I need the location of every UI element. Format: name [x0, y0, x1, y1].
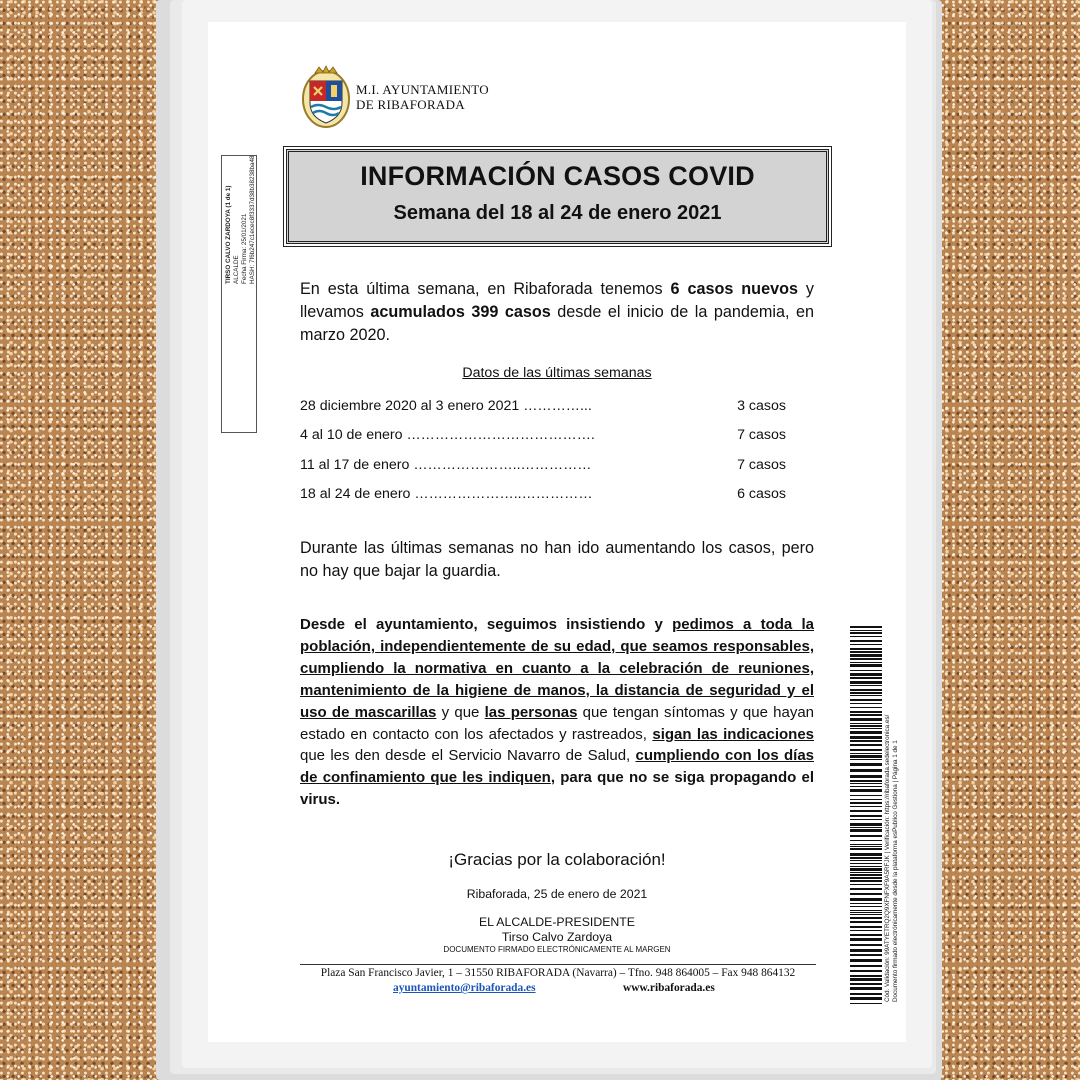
verification-line-1: Cód. Validación: 99ATYETRQ2Q9XFNFXF9A5RFJK | Verificación: https://ribaforada.sedelectronica.es/: [884, 714, 891, 1002]
week-row: [300, 398, 786, 418]
verification-text: [884, 662, 900, 1002]
signature-stamp-line-3: Fecha Firma: 25/01/2021: [241, 213, 248, 284]
intro-text-3: desde el inicio de la pandemia, en marzo 2020.: [300, 303, 815, 344]
rec-underlined-1: pedimos a toda la población, independientemente de su edad, que seamos responsables, cumpliendo la normativa en cuanto a la celebración de reuniones, mantenimiento de la higiene de manos, la distancia de seguridad y el uso de mascarillas: [300, 616, 814, 721]
document-subtitle: Semana del 18 al 24 de enero 2021: [393, 202, 722, 224]
signature-note: DOCUMENTO FIRMADO ELECTRÓNICAMENTE AL MARGEN: [443, 945, 671, 954]
week-row: [300, 486, 786, 506]
institution-line-1: M.I. AYUNTAMIENTO: [356, 82, 489, 97]
intro-text-1: En esta última semana, en Ribaforada tenemos: [300, 280, 671, 298]
rec-text-2: que tengan síntomas y que hayan estado en contacto con los afectados y rastreados,: [300, 703, 815, 743]
institution-line-2: DE RIBAFORADA: [356, 97, 465, 112]
intro-bold-2: acumulados 399 casos: [370, 303, 551, 321]
rec-text-3: que les den desde el Servicio Navarro de Salud,: [300, 747, 636, 765]
title-box: [286, 149, 829, 244]
week-period: 18 al 24 de enero …………………..……………: [300, 486, 593, 502]
week-count: 6 casos: [737, 486, 786, 502]
signature-stamp-line-4: HASH: 7f6b247c1ecec8f3337d38b38238ba48: [249, 155, 256, 284]
institution-name: [356, 82, 489, 112]
week-row: [300, 457, 786, 477]
rec-underlined-3: sigan las indicaciones: [652, 725, 814, 743]
document-title: INFORMACIÓN CASOS COVID: [360, 161, 755, 191]
weeks-heading: Datos de las últimas semanas: [462, 365, 652, 381]
intro-text-2: y llevamos: [300, 280, 814, 321]
rec-underlined-4: cumpliendo con los días de confinamiento que les indiquen: [300, 747, 814, 787]
rec-underlined-2: las personas: [484, 703, 578, 721]
rec-text-1: y que: [436, 703, 485, 721]
document-page: [208, 22, 906, 1042]
week-count: 7 casos: [737, 427, 786, 443]
thanks-line: ¡Gracias por la colaboración!: [448, 850, 666, 869]
rec-bold-1: Desde el ayuntamiento, seguimos insistiendo y: [300, 616, 673, 633]
coat-of-arms-logo: [301, 65, 351, 129]
week-period: 28 diciembre 2020 al 3 enero 2021 …………...: [300, 398, 592, 414]
signer-name: Tirso Calvo Zardoya: [501, 930, 613, 944]
verification-line-2: Documento firmado electrónicamente desde la plataforma esPublico Gestiona | Página 1 de 1: [892, 740, 899, 1002]
signature-stamp-line-2: ALCALDE: [233, 255, 240, 284]
rec-bold-2: , para que no se siga propagando el virus.: [300, 769, 814, 809]
week-count: 7 casos: [737, 457, 786, 473]
signature-stamp-text: [225, 14, 257, 284]
footer-divider: [300, 964, 816, 965]
week-row: [300, 427, 786, 447]
signature-stamp-line-1: TIRSO CALVO ZARDOYA (1 de 1): [225, 185, 232, 284]
intro-bold-1: 6 casos nuevos: [670, 280, 798, 298]
footer-website: www.ribaforada.es: [623, 982, 715, 994]
week-count: 3 casos: [737, 398, 786, 414]
signer-role: EL ALCALDE-PRESIDENTE: [478, 915, 636, 929]
date-line: Ribaforada, 25 de enero de 2021: [466, 887, 648, 901]
footer-address: Plaza San Francisco Javier, 1 – 31550 RIBAFORADA (Navarra) – Tfno. 948 864005 – Fax 948 864132: [320, 967, 796, 979]
week-period: 11 al 17 de enero …………………..……………: [300, 457, 592, 473]
recommendations-paragraph: [300, 614, 814, 811]
trend-paragraph: Durante las últimas semanas no han ido aumentando los casos, pero no hay que bajar la guardia.: [300, 539, 814, 580]
week-period: 4 al 10 de enero ………………………………….: [300, 427, 595, 443]
verification-barcode: [850, 626, 882, 1004]
footer-email-link[interactable]: ayuntamiento@ribaforada.es: [393, 982, 536, 994]
intro-paragraph: [300, 278, 814, 347]
